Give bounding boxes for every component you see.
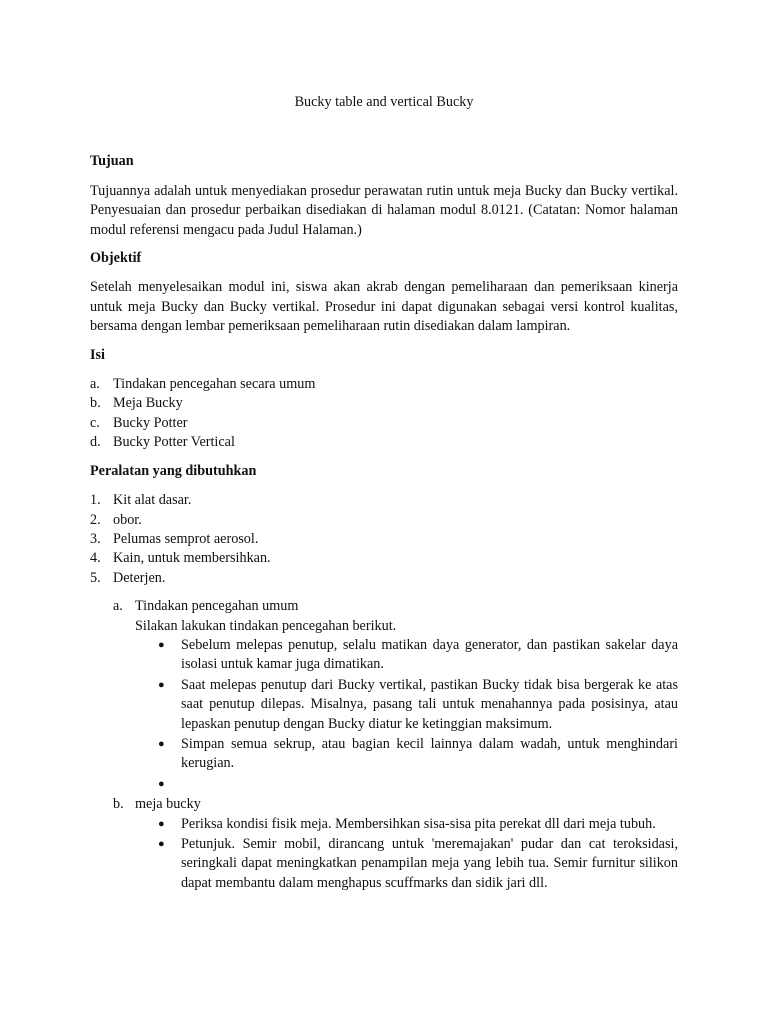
list-item-text: Kain, untuk membersihkan. [113, 550, 271, 567]
list-item [90, 530, 678, 549]
list-item-text: Bucky Potter Vertical [113, 434, 235, 451]
bullet-icon: ● [158, 737, 165, 750]
list-item [90, 394, 678, 413]
heading-objektif: Objektif [90, 250, 142, 267]
bullet-list [158, 636, 678, 794]
list-marker: b. [90, 395, 101, 412]
section-title: Tindakan pencegahan umum [135, 598, 299, 615]
bullet-text: Petunjuk. Semir mobil, dirancang untuk 'meremajakan' pudar dan cat teroksidasi, seringkali dapat meningkatkan penampilan meja yang lebih tua. Semir furnitur silikon dapat membantu dalam menghapus scuffmarks dan sidik jari dll. [181, 836, 678, 891]
list-item-text: Kit alat dasar. [113, 492, 192, 509]
section-marker: a. [113, 598, 123, 615]
bullet-text: Sebelum melepas penutup, selalu matikan daya generator, dan pastikan sakelar daya isolasi untuk kamar juga dimatikan. [181, 636, 678, 673]
section-title: meja bucky [135, 796, 201, 813]
list-item-text: obor. [113, 511, 142, 528]
peralatan-list [90, 491, 678, 588]
isi-list [90, 375, 678, 453]
heading-peralatan: Peralatan yang dibutuhkan [90, 462, 257, 479]
section-meja-bucky [113, 795, 678, 893]
bullet-text: Saat melepas penutup dari Bucky vertikal, pastikan Bucky tidak bisa bergerak ke atas saat penutup dilepas. Misalnya, pasang tali untuk menahannya pada posisinya, atau lepaskan penutup dengan Bucky diatur ke ketinggian maksimum. [181, 676, 678, 732]
bullet-icon: ● [158, 838, 165, 850]
list-marker: a. [90, 376, 100, 393]
bullet-item [158, 775, 678, 794]
list-marker: 3. [90, 530, 101, 547]
list-item-text: Pelumas semprot aerosol. [113, 530, 259, 547]
list-marker: 2. [90, 511, 101, 528]
list-item [90, 511, 678, 530]
list-marker: d. [90, 434, 101, 451]
bullet-item [158, 735, 678, 774]
section-heading [113, 795, 678, 814]
list-item-text: Tindakan pencegahan secara umum [113, 376, 316, 393]
list-item [90, 375, 678, 394]
bullet-item [158, 636, 678, 675]
list-marker: 5. [90, 569, 101, 586]
list-marker: 4. [90, 550, 101, 567]
bullet-text: Periksa kondisi fisik meja. Membersihkan sisa-sisa pita perekat dll dari meja tubuh. [181, 815, 656, 832]
bullet-icon: ● [158, 678, 165, 691]
list-item [90, 491, 678, 510]
list-item-text: Meja Bucky [113, 395, 183, 412]
list-marker: c. [90, 414, 100, 431]
document-title: Bucky table and vertical Bucky [294, 94, 474, 110]
bullet-item [158, 676, 678, 734]
bullet-text: Simpan semua sekrup, atau bagian kecil lainnya dalam wadah, untuk menghindari kerugian. [181, 735, 678, 772]
list-item [90, 569, 678, 588]
list-marker: 1. [90, 492, 101, 509]
paragraph-tujuan: Tujuannya adalah untuk menyediakan prosedur perawatan rutin untuk meja Bucky dan Bucky vertikal. Penyesuaian dan prosedur perbaikan disediakan di halaman modul 8.0121. (Catatan: Nomor halaman modul referensi mengacu pada Judul Halaman.) [90, 182, 678, 238]
list-item [90, 549, 678, 568]
bullet-item [158, 835, 678, 893]
bullet-icon: ● [158, 638, 165, 651]
list-item-text: Deterjen. [113, 569, 166, 586]
heading-isi: Isi [90, 346, 105, 363]
bullet-icon: ● [158, 777, 165, 790]
document-page [90, 93, 678, 894]
heading-tujuan: Tujuan [90, 153, 134, 170]
list-item [90, 433, 678, 452]
section-marker: b. [113, 796, 124, 813]
list-item [90, 414, 678, 433]
procedure-sections [90, 597, 678, 893]
bullet-text [181, 775, 678, 794]
bullet-item [158, 815, 678, 834]
bullet-list [158, 815, 678, 894]
bullet-icon: ● [158, 817, 165, 830]
section-precautions [113, 597, 678, 794]
list-item-text: Bucky Potter [113, 414, 188, 431]
section-heading [113, 597, 678, 616]
section-intro: Silakan lakukan tindakan pencegahan berikut. [135, 617, 397, 634]
paragraph-objektif: Setelah menyelesaikan modul ini, siswa akan akrab dengan pemeliharaan dan pemeriksaan kinerja untuk meja Bucky dan Bucky vertikal. Prosedur ini dapat digunakan sebagai versi kontrol kualitas, bersama dengan lembar pemeriksaan pemeliharaan rutin disediakan dalam lampiran. [90, 279, 678, 335]
